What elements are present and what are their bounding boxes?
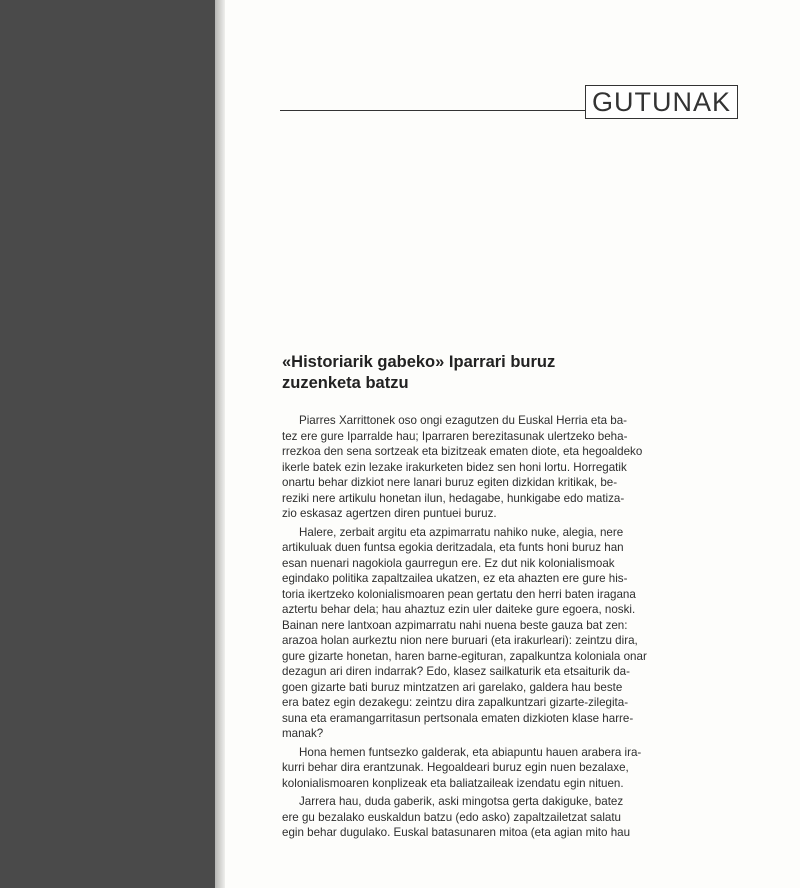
text-line: egindako politika zapaltzailea ukatzen, ez eta ahazten ere gure his- bbox=[282, 572, 628, 585]
text-line: arazoa holan aurkeztu nion nere buruari (eta irakurleari): zeintzu dira, bbox=[282, 634, 638, 647]
body-paragraph bbox=[282, 525, 704, 742]
text-line: rrezkoa den sena sortzeak eta bizitzeak ematen diote, eta hegoaldeko bbox=[282, 445, 643, 458]
body-paragraph bbox=[282, 794, 704, 841]
text-line: egin behar dugulako. Euskal batasunaren mitoa (eta agian mito hau bbox=[282, 826, 631, 839]
article-title-line: «Historiarik gabeko» Iparrari buruz bbox=[282, 353, 556, 371]
header-rule bbox=[280, 110, 590, 111]
text-line: Piarres Xarrittonek oso ongi ezagutzen du Euskal Herria eta ba- bbox=[299, 414, 628, 427]
text-line: manak? bbox=[282, 727, 324, 740]
text-line: kolonialismoaren konplizeak eta baliatzaileak izendatu egin nituen. bbox=[282, 776, 624, 790]
text-line: Hona hemen funtsezko galderak, eta abiapuntu hauen arabera ira- bbox=[299, 745, 642, 759]
text-line: onartu behar dizkiot nere lanari buruz egiten dizkidan kritikak, be- bbox=[282, 476, 618, 489]
body-paragraph bbox=[282, 413, 704, 522]
text-line: gure gizarte honetan, haren barne-egituran, zapalkuntza koloniala onar bbox=[282, 649, 647, 663]
book-spine-shadow bbox=[0, 0, 215, 888]
text-line: dezagun ari diren indarrak? Edo, klasez sailkaturik eta etsaiturik da- bbox=[282, 665, 630, 678]
text-line: Bainan nere lantxoan azpimarratu nahi nuena beste gauza bat zen: bbox=[282, 618, 628, 632]
text-line: esan nuenari nagokiola gaurregun ere. Ez dut nik kolonialismoak bbox=[282, 556, 615, 570]
article-body bbox=[282, 413, 704, 844]
section-label: GUTUNAK bbox=[591, 86, 731, 117]
text-line: ikerle batek ezin lezake irakurketen bidez sen honi lortu. Horregatik bbox=[282, 460, 627, 474]
text-line: artikuluak duen funtsa egokia deritzadala, eta funts honi buruz han bbox=[282, 541, 624, 554]
text-line: tez ere gure Iparralde hau; Iparraren berezitasunak ulertzeko beha- bbox=[282, 429, 628, 443]
text-line: ere gu bezalako euskaldun batzu (edo asko) zapaltzailetzat salatu bbox=[282, 810, 622, 824]
text-line: reziki nere artikulu honetan ilun, hedagabe, hunkigabe edo matiza- bbox=[282, 491, 625, 505]
article-title-line: zuzenketa batzu bbox=[282, 374, 409, 392]
page-gutter bbox=[215, 0, 225, 888]
body-paragraph bbox=[282, 745, 704, 792]
text-line: era batez egin dezakegu: zeintzu dira zapalkuntzari gizarte-zilegita- bbox=[282, 696, 629, 709]
text-line: aztertu behar dela; hau ahaztuz ezin uler daiteke gure egoera, noski. bbox=[282, 603, 636, 616]
text-line: toria ikertzeko kolonialismoaren pean gertatu den herri baten iragana bbox=[282, 587, 636, 601]
article-title bbox=[282, 352, 702, 394]
text-line: kurri behar dira erantzunak. Hegoaldeari buruz egin nuen bezalaxe, bbox=[282, 761, 629, 774]
text-line: goen gizarte bati buruz mintzatzen ari garelako, galdera hau beste bbox=[282, 680, 623, 694]
text-line: Halere, zerbait argitu eta azpimarratu nahiko nuke, alegia, nere bbox=[299, 525, 624, 539]
text-line: Jarrera hau, duda gaberik, aski mingotsa gerta dakiguke, batez bbox=[299, 795, 624, 808]
text-line: zio eskasaz agertzen diren puntuei buruz. bbox=[282, 507, 497, 520]
text-line: suna eta eramangarritasun pertsonala ematen dizkioten klase harre- bbox=[282, 711, 634, 725]
section-header-box bbox=[585, 85, 738, 119]
